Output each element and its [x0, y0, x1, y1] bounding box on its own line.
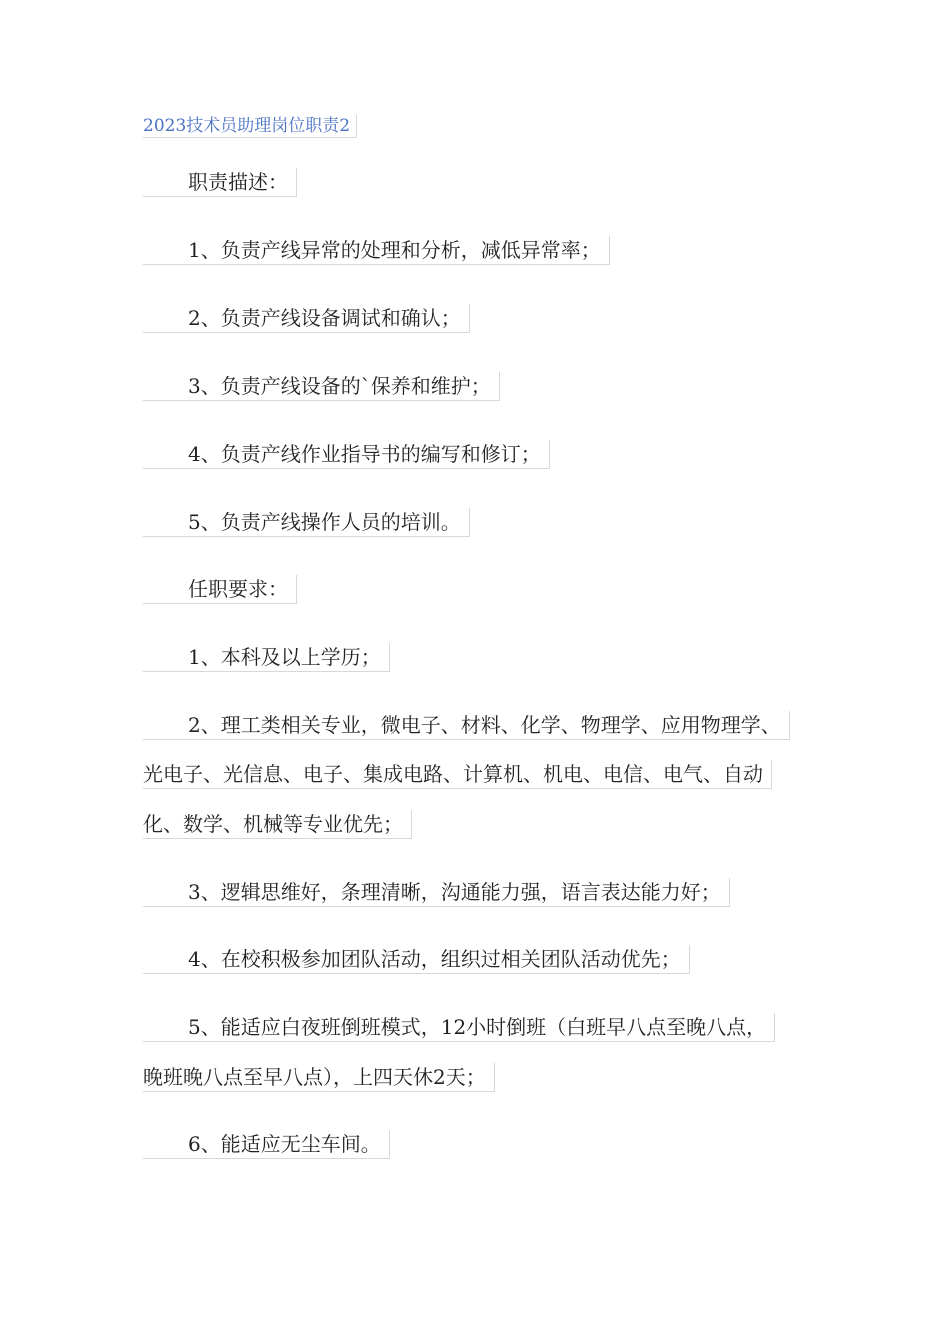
- duty-item-2: 2、负责产线设备调试和确认；: [143, 304, 470, 333]
- document-title: 2023技术员助理岗位职责2: [143, 115, 357, 138]
- duty-item-3: 3、负责产线设备的`保养和维护；: [143, 372, 500, 401]
- requirement-item-4: 4、在校积极参加团队活动，组织过相关团队活动优先；: [143, 945, 690, 974]
- duty-item-4: 4、负责产线作业指导书的编写和修订；: [143, 440, 550, 469]
- requirement-item-6: 6、能适应无尘车间。: [143, 1130, 390, 1159]
- section-heading-duties: 职责描述：: [143, 168, 297, 197]
- section-heading-requirements: 任职要求：: [143, 575, 297, 604]
- requirement-item-2-line-2: 光电子、光信息、电子、集成电路、计算机、机电、电信、电气、自动: [143, 760, 772, 789]
- requirement-item-2-line-3: 化、数学、机械等专业优先；: [143, 810, 412, 839]
- requirement-item-2-line-1: 2、理工类相关专业，微电子、材料、化学、物理学、应用物理学、: [143, 711, 790, 740]
- requirement-item-3: 3、逻辑思维好，条理清晰，沟通能力强，语言表达能力好；: [143, 878, 730, 907]
- requirement-item-1: 1、本科及以上学历；: [143, 643, 390, 672]
- duty-item-1: 1、负责产线异常的处理和分析，减低异常率；: [143, 236, 610, 265]
- requirement-item-5-line-1: 5、能适应白夜班倒班模式，12小时倒班（白班早八点至晚八点，: [143, 1013, 775, 1042]
- duty-item-5: 5、负责产线操作人员的培训。: [143, 508, 470, 537]
- requirement-item-5-line-2: 晚班晚八点至早八点），上四天休2天；: [143, 1063, 495, 1092]
